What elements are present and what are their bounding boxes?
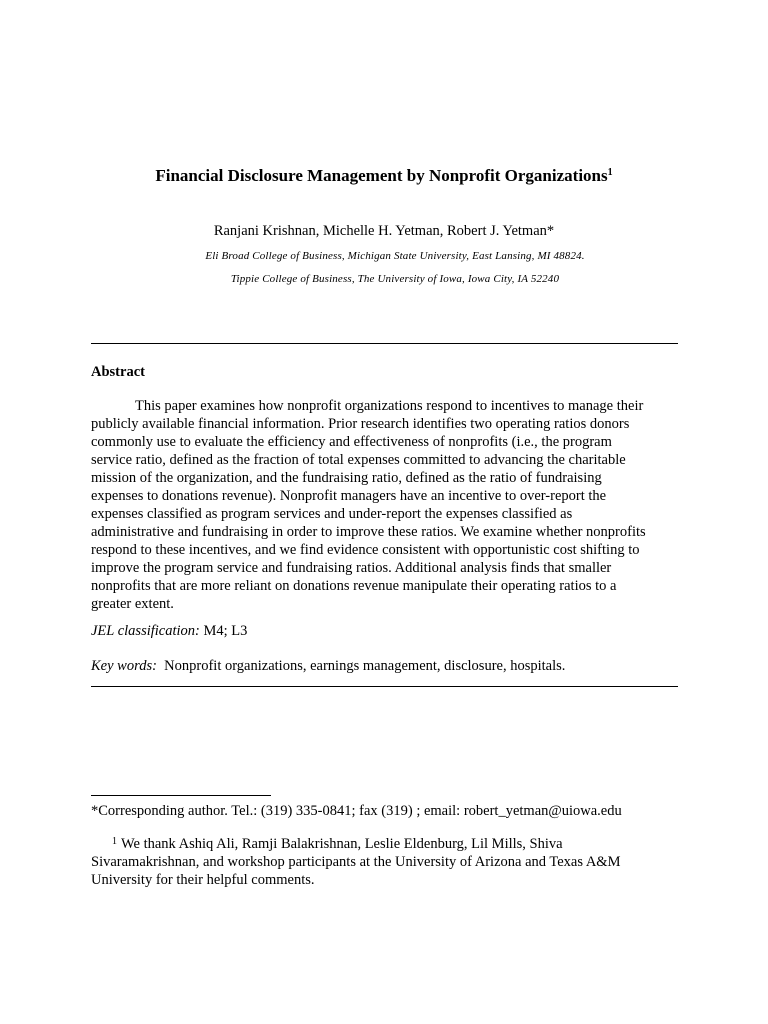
abstract-line: greater extent.: [91, 596, 174, 612]
abstract-line: expenses classified as program services and under-report the expenses classified as: [91, 506, 573, 522]
abstract-line: administrative and fundraising in order to improve these ratios. We examine whether nonprofits: [91, 524, 646, 540]
footnote-marker: 1: [112, 836, 117, 847]
keywords-value: Nonprofit organizations, earnings management, disclosure, hospitals.: [156, 658, 566, 674]
abstract-line: respond to these incentives, and we find evidence consistent with opportunistic cost shifting to: [91, 542, 640, 558]
abstract-line: service ratio, defined as the fraction of total expenses committed to advancing the charitable: [91, 452, 626, 468]
title-footnote-marker: 1: [607, 167, 613, 178]
paper-title-text: Financial Disclosure Management by Nonprofit Organizations: [155, 166, 608, 185]
footnote-line: Sivaramakrishnan, and workshop participants at the University of Arizona and Texas A&M: [91, 854, 621, 870]
abstract-line: This paper examines how nonprofit organizations respond to incentives to manage their: [135, 398, 644, 414]
corresponding-author-note: *Corresponding author. Tel.: (319) 335-0841; fax (319) ; email: robert_yetman@uiowa.edu: [91, 803, 622, 819]
abstract-line: mission of the organization, and the fundraising ratio, defined as the ratio of fundraising: [91, 470, 602, 486]
abstract-line: expenses to donations revenue). Nonprofit managers have an incentive to over-report the: [91, 488, 607, 504]
author-list: Ranjani Krishnan, Michelle H. Yetman, Robert J. Yetman*: [213, 223, 555, 239]
affiliation-msu: Eli Broad College of Business, Michigan State University, East Lansing, MI 48824.: [205, 250, 585, 262]
keywords: [91, 657, 565, 675]
divider-top: [91, 343, 678, 344]
keywords-label: Key words:: [91, 658, 157, 674]
jel-value: M4; L3: [199, 623, 248, 639]
jel-label: JEL classification:: [91, 623, 200, 639]
footnote-line: [91, 835, 691, 853]
abstract-line: improve the program service and fundraising ratios. Additional analysis finds that smaller: [91, 560, 612, 576]
acknowledgement-footnote: [91, 835, 691, 889]
footnote-text: We thank Ashiq Ali, Ramji Balakrishnan, Leslie Eldenburg, Lil Mills, Shiva: [121, 836, 563, 852]
divider-bottom: [91, 686, 678, 687]
footnote-line: University for their helpful comments.: [91, 872, 315, 888]
paper-title: [0, 165, 768, 187]
abstract-line: nonprofits that are more reliant on donations revenue manipulate their operating ratios to a: [91, 578, 617, 594]
footnote-separator: [91, 795, 271, 796]
affiliation-iowa: Tippie College of Business, The University of Iowa, Iowa City, IA 52240: [230, 273, 560, 285]
abstract-line: commonly use to evaluate the efficiency and effectiveness of nonprofits (i.e., the program: [91, 434, 612, 450]
abstract-heading: Abstract: [91, 364, 145, 380]
abstract-line: publicly available financial information. Prior research identifies two operating ratios donors: [91, 416, 630, 432]
abstract-body: [91, 397, 691, 613]
jel-classification: [91, 622, 247, 640]
